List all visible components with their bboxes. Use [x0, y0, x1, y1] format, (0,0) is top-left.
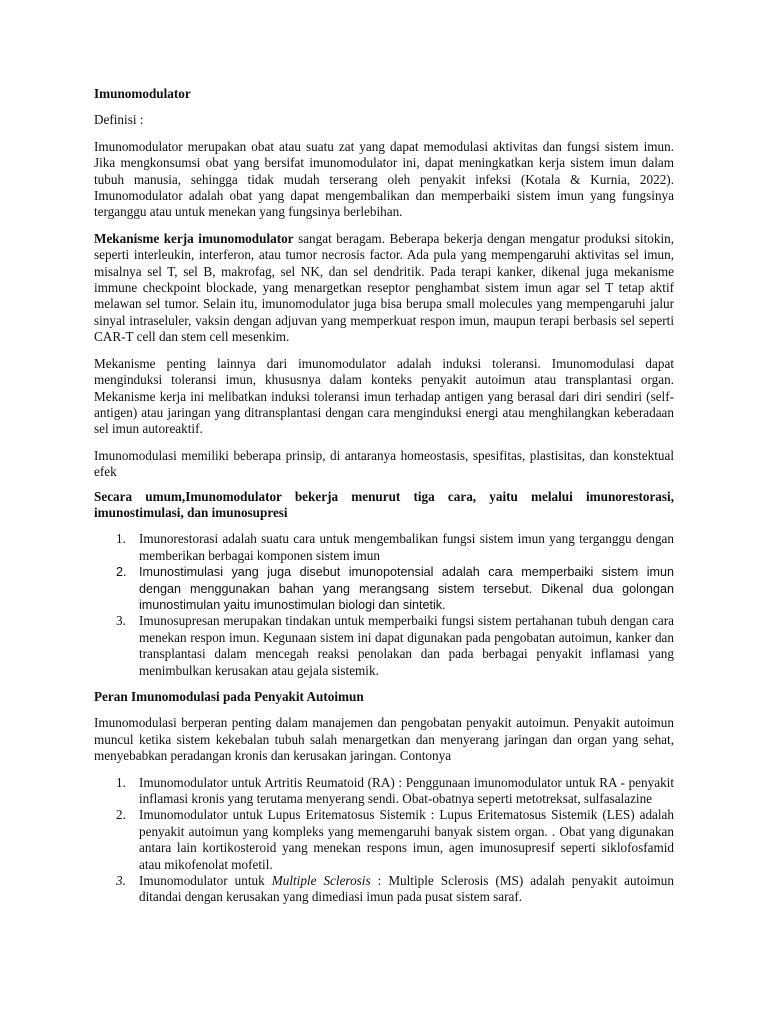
- list-item: [94, 613, 674, 679]
- mechanism-text: sangat beragam. Beberapa bekerja dengan mengatur produksi sitokin, seperti interleukin, interferon, atau tumor necrosis factor. Ada pula yang mempengaruhi aktivitas sel imun, misalnya sel T, sel B, makrofag, sel NK, dan sel dendritik. Pada terapi kanker, dikenal juga mekanisme immune checkpoint blockade, yang menargetkan reseptor penghambat sistem imun agar sel T tetap aktif melawan sel tumor. Selain itu, imunomodulator juga bisa berupa small molecules yang mempengaruhi jalur sinyal intraseluler, vaksin dengan adjuvan yang memperkuat respon imun, maupun terapi berbasis sel seperti CAR-T cell dan stem cell mesenkim.: [94, 230, 674, 345]
- list-item: [94, 775, 674, 808]
- mechanism-heading-inline: Mekanisme kerja imunomodulator: [94, 230, 294, 246]
- tolerance-paragraph: Mekanisme penting lainnya dari imunomodulator adalah induksi toleransi. Imunomodulasi dapat menginduksi toleransi imun, khususnya dalam konteks penyakit autoimun atau transplantasi organ. Mekanisme kerja ini melibatkan induksi toleransi imun terhadap antigen yang berasal dari diri sendiri (self-antigen) atau jaringan yang ditransplantasi dengan cara menginduksi energi atau menghilangkan keberadaan sel imun autoreaktif.: [94, 355, 674, 437]
- principles-paragraph: Imunomodulasi memiliki beberapa prinsip, di antaranya homeostasis, spesifitas, plastisitas, dan konstektual efek: [94, 447, 674, 480]
- three-ways-heading: Secara umum,Imunomodulator bekerja menurut tiga cara, yaitu melalui imunorestorasi, imunostimulasi, dan imunosupresi: [94, 488, 674, 520]
- definition-label: Definisi :: [94, 112, 144, 128]
- autoimmune-list: [94, 775, 674, 906]
- list-item-text: Imunosupresan merupakan tindakan untuk memperbaiki fungsi sistem pertahanan tubuh dengan cara menekan respon imun. Kegunaan sistem ini dapat digunakan pada pengobatan autoimun, kanker dan transplantasi dalam mencegah reaksi penolakan dan pada berbagai penyakit inflamasi yang menimbulkan kerusakan atau gejala sistemik.: [139, 613, 674, 678]
- list-item-text: Imunomodulator untuk Lupus Eritematosus Sistemik : Lupus Eritematosus Sistemik (LES) adalah penyakit autoimun yang kompleks yang memengaruhi banyak sistem organ. . Obat yang digunakan antara lain kortikosteroid yang menekan respons imun, agen imunosupresif seperti siklofosfamid atau mikofenolat mofetil.: [139, 807, 674, 872]
- three-ways-list: [94, 531, 674, 679]
- list-number: 3.: [116, 873, 126, 889]
- autoimmune-paragraph: Imunomodulasi berperan penting dalam manajemen dan pengobatan penyakit autoimun. Penyakit autoimun muncul ketika sistem kekebalan tubuh salah menargetkan dan menyerang jaringan dan organ yang sehat, menyebabkan peradangan kronis dan kerusakan jaringan. Contonya: [94, 715, 674, 764]
- list-item: [94, 564, 674, 613]
- definition-paragraph: Imunomodulator merupakan obat atau suatu zat yang dapat memodulasi aktivitas dan fungsi sistem imun. Jika mengkonsumsi obat yang bersifat imunomodulator ini, dapat meningkatkan kerja sistem imun dalam tubuh manusia, sehingga tidak mudah terserang oleh penyakit infeksi (Kotala & Kurnia, 2022). Imunomodulator adalah obat yang dapat mengembalikan dan memperbaiki sistem imun yang fungsinya terganggu atau untuk menekan yang fungsinya berlebihan.: [94, 138, 674, 220]
- list-item-text: Imunomodulator untuk Artritis Reumatoid (RA) : Penggunaan imunomodulator untuk RA - penyakit inflamasi kronis yang terutama menyerang sendi. Obat-obatnya seperti metotreksat, sulfasalazine: [139, 774, 674, 807]
- mechanism-paragraph: [94, 231, 674, 346]
- section-heading-autoimmune: Peran Imunomodulasi pada Penyakit Autoimun: [94, 689, 364, 704]
- list-item: [94, 873, 674, 906]
- list-number: 1.: [116, 531, 126, 547]
- list-item-text: Imunostimulasi yang juga disebut imunopotensial adalah cara memperbaiki sistem imun dengan menggunakan bahan yang merangsang sistem tersebut. Dikenal dua golongan imunostimulan yaitu imunostimulan biologi dan sintetik.: [139, 565, 674, 612]
- list-item-text-italic: Multiple Sclerosis: [271, 873, 371, 889]
- list-number: 3.: [116, 613, 126, 629]
- document-page: [94, 86, 674, 916]
- list-item: [94, 531, 674, 564]
- list-number: 2.: [116, 807, 126, 823]
- document-title: Imunomodulator: [94, 86, 191, 101]
- list-item-text-pre: Imunomodulator untuk: [139, 873, 272, 889]
- list-number: 1.: [116, 774, 126, 790]
- list-number: 2.: [116, 565, 127, 580]
- list-item-text-post: : Multiple Sclerosis (MS) adalah penyakit autoimun ditandai dengan kerusakan yang dimediasi imun pada pusat sistem saraf.: [139, 873, 674, 905]
- list-item: [94, 807, 674, 873]
- list-item-text: Imunorestorasi adalah suatu cara untuk mengembalikan fungsi sistem imun yang terganggu dengan memberikan berbagai komponen sistem imun: [139, 531, 674, 563]
